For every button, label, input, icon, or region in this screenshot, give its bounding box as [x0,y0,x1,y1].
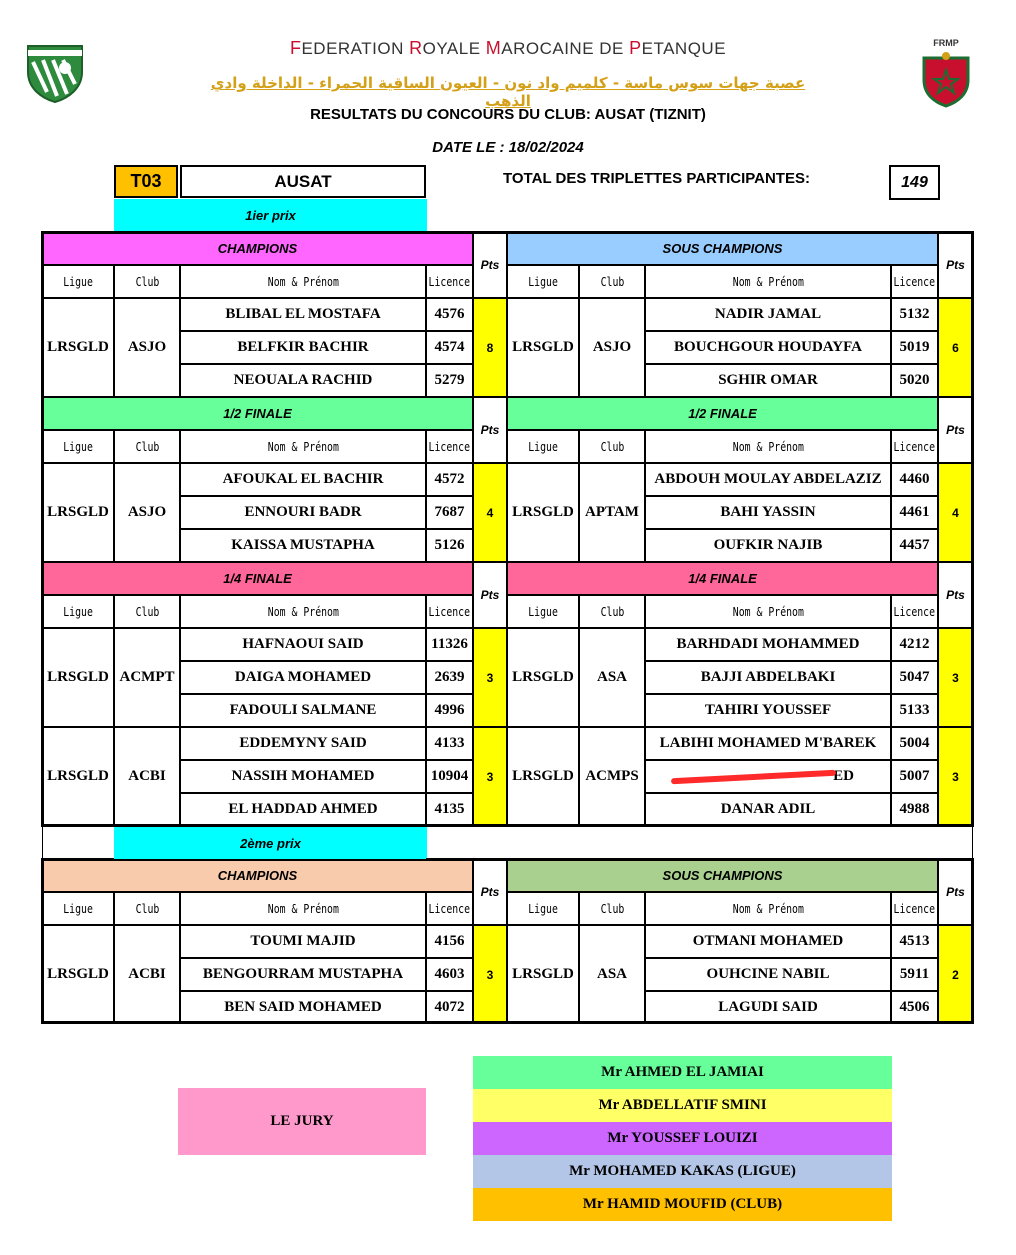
team-points: 4 [473,463,507,562]
club-name: AUSAT [180,165,426,198]
player-licence: 5126 [426,529,473,562]
team-points: 3 [938,628,973,727]
player-name: BELFKIR BACHIR [180,331,426,364]
player-licence: 4513 [891,925,938,958]
contest-code: T03 [114,165,178,198]
col-licence-text: Licence [893,604,936,619]
col-name-text: Nom & Prénom [267,274,339,289]
player-name: ABDOUH MOULAY ABDELAZIZ [645,463,891,496]
jury-member: Mr MOHAMED KAKAS (LIGUE) [473,1155,892,1188]
pts-header: Pts [473,397,507,463]
player-licence: 4572 [426,463,473,496]
col-ligue-text: Ligue [528,901,558,916]
col-ligue-text: Ligue [63,439,93,454]
team-ligue: LRSGLD [507,298,579,397]
prize-label-1: 1ier prix [114,199,427,231]
player-licence: 4603 [426,958,473,991]
player-name: BOUCHGOUR HOUDAYFA [645,331,891,364]
player-licence: 5911 [891,958,938,991]
col-name [180,430,426,463]
col-ligue [42,265,114,298]
gap-row-right [426,826,973,859]
col-club-text: Club [600,901,624,916]
col-name [180,892,426,925]
player-name: EL HADDAD AHMED [180,793,426,826]
team-points: 6 [938,298,973,397]
col-name-text: Nom & Prénom [732,439,804,454]
team-points: 3 [473,727,507,826]
col-licence-text: Licence [428,901,471,916]
col-licence-text: Licence [893,274,936,289]
col-ligue [507,892,579,925]
contest-date: DATE LE : 18/02/2024 [432,139,584,156]
pts-header: Pts [473,232,507,298]
player-licence: 11326 [426,628,473,661]
col-ligue-text: Ligue [63,604,93,619]
team-ligue: LRSGLD [507,727,579,826]
player-name: NASSIH MOHAMED [180,760,426,793]
player-licence: 5279 [426,364,473,397]
jury-member: Mr AHMED EL JAMIAI [473,1056,892,1089]
player-name: OUHCINE NABIL [645,958,891,991]
player-licence: 4072 [426,991,473,1024]
player-licence: 5019 [891,331,938,364]
col-name [645,595,891,628]
team-club: ASA [579,925,645,1024]
player-name: BENGOURRAM MUSTAPHA [180,958,426,991]
team-club: ACBI [114,727,180,826]
col-name-text: Nom & Prénom [267,439,339,454]
player-licence: 4988 [891,793,938,826]
redaction-strike [671,770,836,785]
pts-header: Pts [938,562,973,628]
player-name: NEOUALA RACHID [180,364,426,397]
frmp-logo-text: FRMP [933,38,959,48]
player-name: SGHIR OMAR [645,364,891,397]
team-ligue: LRSGLD [42,298,114,397]
col-club [579,265,645,298]
prize-label-2: 2ème prix [114,827,427,859]
team-ligue: LRSGLD [507,463,579,562]
player-name: BAJJI ABDELBAKI [645,661,891,694]
player-name: TOUMI MAJID [180,925,426,958]
pts-header: Pts [473,859,507,925]
federation-title: FEDERATION ROYALE MAROCAINE DE PETANQUE [289,38,727,58]
team-ligue: LRSGLD [42,628,114,727]
player-name: DAIGA MOHAMED [180,661,426,694]
player-name: TAHIRI YOUSSEF [645,694,891,727]
col-club [114,595,180,628]
col-ligue-text: Ligue [528,604,558,619]
col-name [645,430,891,463]
player-name: AFOUKAL EL BACHIR [180,463,426,496]
player-name: KAISSA MUSTAPHA [180,529,426,562]
col-licence-text: Licence [428,274,471,289]
section-title-right: SOUS CHAMPIONS [507,859,938,892]
col-name [645,265,891,298]
col-club-text: Club [600,439,624,454]
team-club: ACMPS [579,727,645,826]
col-club-text: Club [135,439,159,454]
col-licence-text: Licence [428,439,471,454]
team-ligue: LRSGLD [42,925,114,1024]
team-ligue: LRSGLD [42,727,114,826]
player-licence: 4506 [891,991,938,1024]
player-licence: 4576 [426,298,473,331]
col-name [645,892,891,925]
player-name: HAFNAOUI SAID [180,628,426,661]
league-arabic-title: عصبة جهات سوس ماسة - كلميم واد نون - العيون الساقية الحمراء - الداخلة وادي الذهب [210,74,806,110]
col-club [114,265,180,298]
team-ligue: LRSGLD [42,463,114,562]
player-licence: 10904 [426,760,473,793]
col-name-text: Nom & Prénom [267,901,339,916]
total-value: 149 [889,165,940,200]
player-licence: 4133 [426,727,473,760]
player-licence: 4460 [891,463,938,496]
pts-header: Pts [473,562,507,628]
col-club [579,430,645,463]
col-name-text: Nom & Prénom [732,274,804,289]
section-title-right: 1/2 FINALE [507,397,938,430]
col-licence-text: Licence [893,901,936,916]
jury-member: Mr HAMID MOUFID (CLUB) [473,1188,892,1221]
col-licence [891,265,938,298]
player-licence: 7687 [426,496,473,529]
col-ligue [507,430,579,463]
col-name-text: Nom & Prénom [732,901,804,916]
player-name: OUFKIR NAJIB [645,529,891,562]
player-name: DANAR ADIL [645,793,891,826]
total-label: TOTAL DES TRIPLETTES PARTICIPANTES: [503,170,810,187]
col-licence [426,430,473,463]
col-club-text: Club [135,901,159,916]
col-licence [891,430,938,463]
section-title-left: CHAMPIONS [42,859,473,892]
team-points: 3 [473,925,507,1024]
team-club: APTAM [579,463,645,562]
team-club: ASJO [114,298,180,397]
section-title-left: 1/2 FINALE [42,397,473,430]
section-title-left: 1/4 FINALE [42,562,473,595]
jury-member: Mr ABDELLATIF SMINI [473,1089,892,1122]
team-ligue: LRSGLD [507,628,579,727]
pts-header: Pts [938,232,973,298]
col-name [180,265,426,298]
col-club-text: Club [600,604,624,619]
player-name: OTMANI MOHAMED [645,925,891,958]
player-licence: 5004 [891,727,938,760]
col-ligue [42,595,114,628]
player-name: EDDEMYNY SAID [180,727,426,760]
player-licence: 4996 [426,694,473,727]
col-club [579,595,645,628]
player-licence: 5020 [891,364,938,397]
col-licence [426,265,473,298]
jury-label: LE JURY [178,1088,426,1155]
team-club: ASJO [114,463,180,562]
player-name: LAGUDI SAID [645,991,891,1024]
player-name: BARHDADI MOHAMMED [645,628,891,661]
player-name: ENNOURI BADR [180,496,426,529]
player-name: LABIHI MOHAMED M'BAREK [645,727,891,760]
col-club [114,892,180,925]
col-ligue [507,265,579,298]
section-title-right: 1/4 FINALE [507,562,938,595]
player-name: NADIR JAMAL [645,298,891,331]
player-licence: 5007 [891,760,938,793]
player-name: BAHI YASSIN [645,496,891,529]
team-points: 3 [473,628,507,727]
player-licence: 4461 [891,496,938,529]
results-subtitle: RESULTATS DU CONCOURS DU CLUB: AUSAT (TIZNIT) [310,106,706,123]
col-licence [891,892,938,925]
player-licence: 5047 [891,661,938,694]
player-licence: 4212 [891,628,938,661]
col-licence [891,595,938,628]
team-club: ACMPT [114,628,180,727]
team-club: ASA [579,628,645,727]
col-club-text: Club [135,274,159,289]
team-ligue: LRSGLD [507,925,579,1024]
player-licence: 4574 [426,331,473,364]
team-points: 8 [473,298,507,397]
col-licence-text: Licence [893,439,936,454]
col-name-text: Nom & Prénom [732,604,804,619]
player-licence: 4156 [426,925,473,958]
col-ligue [507,595,579,628]
col-club-text: Club [600,274,624,289]
col-licence [426,595,473,628]
jury-member: Mr YOUSSEF LOUIZI [473,1122,892,1155]
gap-row-left [42,826,114,859]
col-licence-text: Licence [428,604,471,619]
player-licence: 4457 [891,529,938,562]
col-club-text: Club [135,604,159,619]
pts-header: Pts [938,859,973,925]
pts-header: Pts [938,397,973,463]
player-name: BEN SAID MOHAMED [180,991,426,1024]
player-licence: 4135 [426,793,473,826]
col-ligue-text: Ligue [528,274,558,289]
col-ligue-text: Ligue [63,274,93,289]
team-club: ASJO [579,298,645,397]
col-ligue [42,430,114,463]
section-title-left: CHAMPIONS [42,232,473,265]
col-club [579,892,645,925]
col-licence [426,892,473,925]
player-licence: 2639 [426,661,473,694]
team-points: 2 [938,925,973,1024]
col-ligue-text: Ligue [528,439,558,454]
col-name-text: Nom & Prénom [267,604,339,619]
player-name: FADOULI SALMANE [180,694,426,727]
col-name [180,595,426,628]
team-club: ACBI [114,925,180,1024]
player-name: BLIBAL EL MOSTAFA [180,298,426,331]
col-ligue [42,892,114,925]
team-points: 4 [938,463,973,562]
team-points: 3 [938,727,973,826]
col-ligue-text: Ligue [63,901,93,916]
section-title-right: SOUS CHAMPIONS [507,232,938,265]
player-licence: 5133 [891,694,938,727]
col-club [114,430,180,463]
player-name: ED [645,760,891,793]
player-licence: 5132 [891,298,938,331]
